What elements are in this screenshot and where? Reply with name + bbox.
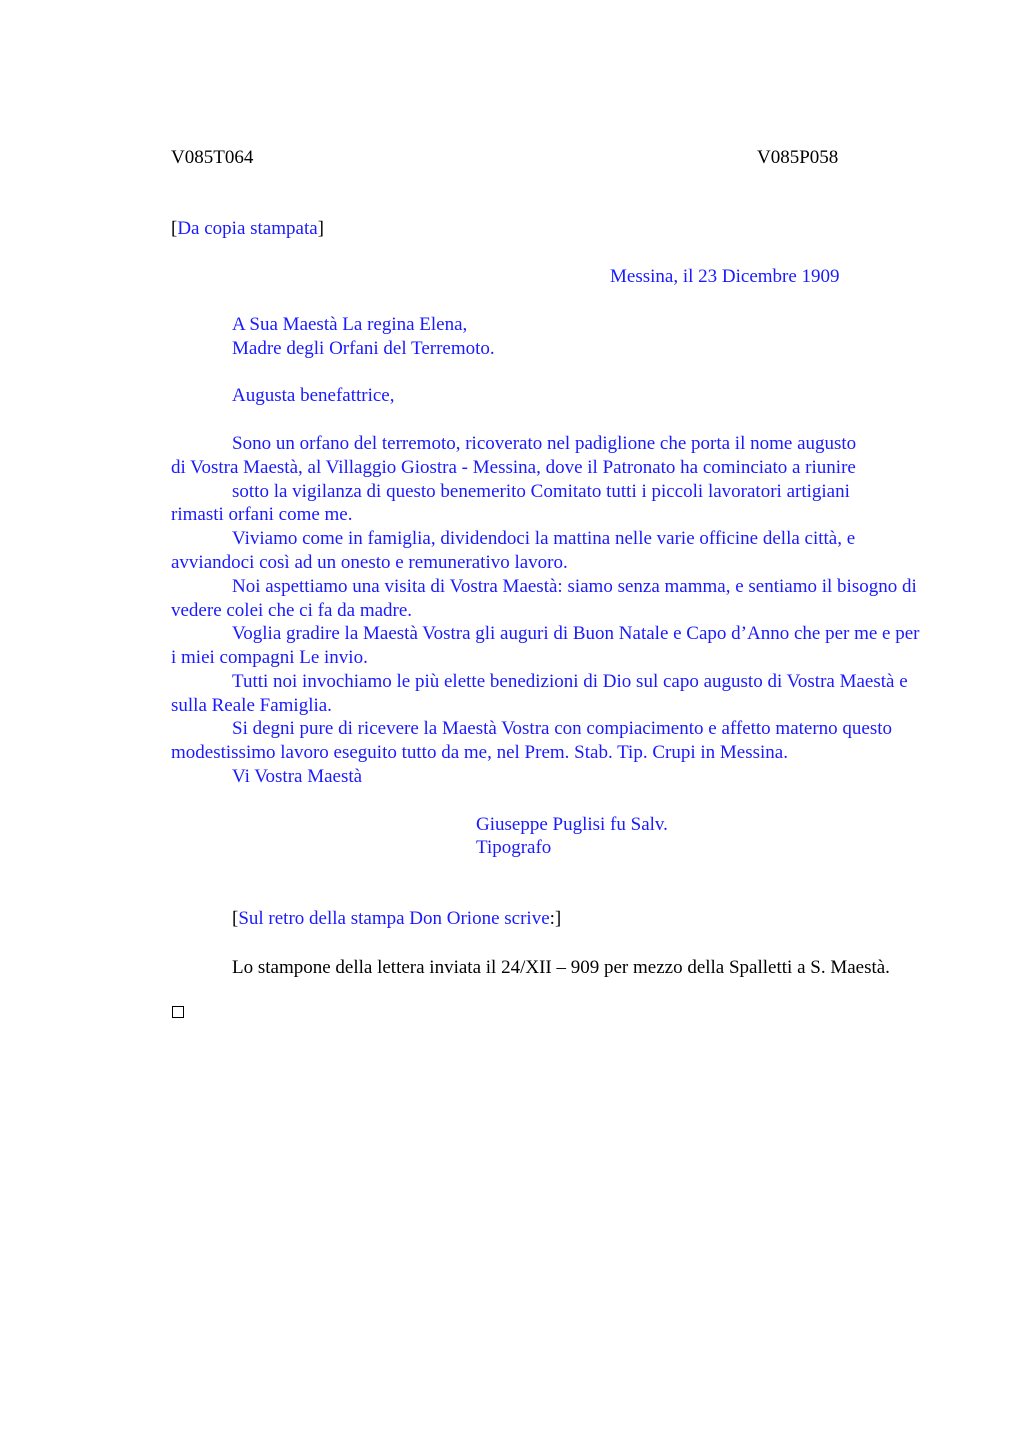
- back-note-text: Sul retro della stampa Don Orione scrive: [238, 908, 550, 929]
- dateline: Messina, il 23 Dicembre 1909: [610, 266, 840, 287]
- final-note: Lo stampone della lettera inviata il 24/XII – 909 per mezzo della Spalletti a S. Maestà.: [232, 957, 890, 978]
- body-paragraph-1-line-2: di Vostra Maestà, al Villaggio Giostra - Messina, dove il Patronato ha cominciato a riunire: [171, 457, 856, 478]
- body-paragraph-5: Tutti noi invochiamo le più elette benedizioni di Dio sul capo augusto di Vostra Maestà e sulla Reale Famiglia.: [171, 671, 908, 716]
- body-paragraph-4: Voglia gradire la Maestà Vostra gli auguri di Buon Natale e Capo d’Anno che per me e per i miei compagni Le invio.: [171, 623, 920, 668]
- archive-code-right: V085P058: [757, 147, 839, 168]
- back-note-close-bracket: :]: [549, 908, 562, 929]
- body-paragraph-6: Si degni pure di ricevere la Maestà Vostra con compiacimento e affetto materno questo modestissimo lavoro eseguito tutto da me, nel Prem. Stab. Tip. Crupi in Messina.: [171, 718, 893, 763]
- source-note-close-bracket: ]: [317, 218, 324, 239]
- back-note: [232, 907, 561, 931]
- empty-checkbox-symbol: [172, 1006, 184, 1018]
- address-line-2: Madre degli Orfani del Terremoto.: [232, 338, 495, 359]
- source-note-open-bracket: [: [171, 218, 178, 239]
- archive-code-left: V085T064: [171, 147, 254, 168]
- back-note-open-bracket: [: [232, 908, 239, 929]
- body-paragraph-2: Viviamo come in famiglia, dividendoci la mattina nelle varie officine della città, e avviandoci così ad un onesto e remunerativo lavoro.: [171, 528, 856, 573]
- source-note-text: Da copia stampata: [177, 218, 318, 239]
- closing-line: Vi Vostra Maestà: [232, 766, 363, 787]
- body-paragraph-1-line-3: sotto la vigilanza di questo benemerito Comitato tutti i piccoli lavoratori artigiani: [232, 481, 850, 502]
- source-note: [171, 217, 324, 241]
- signature-name: Giuseppe Puglisi fu Salv.: [476, 814, 668, 835]
- address-line-1: A Sua Maestà La regina Elena,: [232, 314, 468, 335]
- body-paragraph-3: Noi aspettiamo una visita di Vostra Maestà: siamo senza mamma, e sentiamo il bisogno di vedere colei che ci fa da madre.: [171, 576, 917, 621]
- body-paragraph-1-line-1: Sono un orfano del terremoto, ricoverato nel padiglione che porta il nome augusto: [232, 433, 857, 454]
- salutation: Augusta benefattrice,: [232, 385, 395, 406]
- body-paragraph-1-line-4: rimasti orfani come me.: [171, 504, 353, 525]
- signature-title: Tipografo: [476, 837, 552, 858]
